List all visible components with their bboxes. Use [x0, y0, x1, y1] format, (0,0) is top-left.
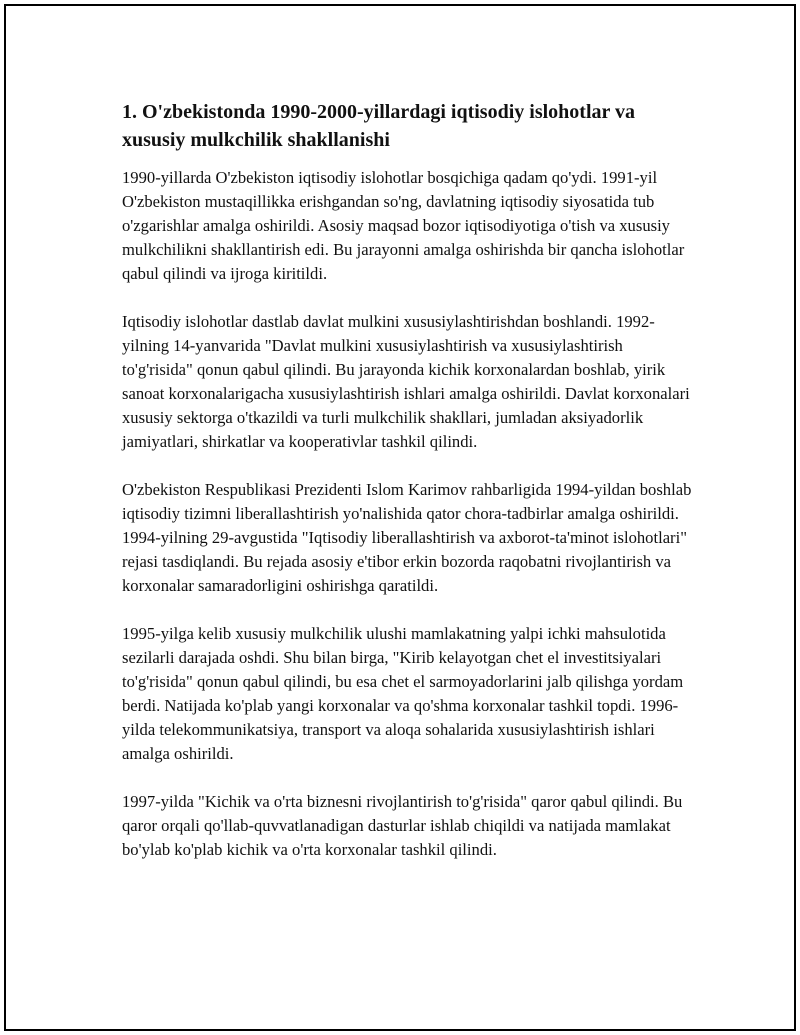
- page-frame: [4, 4, 796, 1031]
- document-body: [122, 98, 692, 886]
- document-title: 1. O'zbekistonda 1990-2000-yillardagi iqtisodiy islohotlar va xususiy mulkchilik shakllanishi: [122, 101, 636, 151]
- paragraph-1: 1990-yillarda O'zbekiston iqtisodiy islohotlar bosqichiga qadam qo'ydi. 1991-yil O'zbekiston mustaqillikka erishgandan so'ng, davlatning iqtisodiy siyosatida tub o'zgarishlar amalga oshirildi. Asosiy maqsad bozor iqtisodiyotiga o'tish va xususiy mulkchilikni shakllantirish edi. Bu jarayonni amalga oshirishda bir qancha islohotlar qabul qilindi va ijroga kiritildi.: [122, 168, 685, 283]
- paragraph-4: 1995-yilga kelib xususiy mulkchilik ulushi mamlakatning yalpi ichki mahsulotida sezilarli darajada oshdi. Shu bilan birga, "Kirib kelayotgan chet el investitsiyalari to'g'risida" qonun qabul qilindi, bu esa chet el sarmoyadorlarini jalb qilishga yordam berdi. Natijada ko'plab yangi korxonalar va qo'shma korxonalar tashkil topdi. 1996-yilda telekommunikatsiya, transport va aloqa sohalarida xususiylashtirish ishlari amalga oshirildi.: [122, 624, 684, 763]
- paragraph-3: O'zbekiston Respublikasi Prezidenti Islom Karimov rahbarligida 1994-yildan boshlab iqtisodiy tizimni liberallashtirish yo'nalishida qator chora-tadbirlar amalga oshirildi. 1994-yilning 29-avgustida "Iqtisodiy liberallashtirish va axborot-ta'minot islohotlari" rejasi tasdiqlandi. Bu rejada asosiy e'tibor erkin bozorda raqobatni rivojlantirish va korxonalar samaradorligini oshirishga qaratildi.: [122, 480, 692, 595]
- paragraph-2: Iqtisodiy islohotlar dastlab davlat mulkini xususiylashtirishdan boshlandi. 1992-yilning 14-yanvarida "Davlat mulkini xususiylashtirish va xususiylashtirish to'g'risida" qonun qabul qilindi. Bu jarayonda kichik korxonalardan boshlab, yirik sanoat korxonalarigacha xususiylashtirish ishlari amalga oshirildi. Davlat korxonalari xususiy sektorga o'tkazildi va turli mulkchilik shakllari, jumladan aksiyadorlik jamiyatlari, shirkatlar va kooperativlar tashkil qilindi.: [122, 312, 690, 451]
- paragraph-5: 1997-yilda "Kichik va o'rta biznesni rivojlantirish to'g'risida" qaror qabul qilindi. Bu qaror orqali qo'llab-quvvatlanadigan dasturlar ishlab chiqildi va natijada mamlakat bo'ylab ko'plab kichik va o'rta korxonalar tashkil qilindi.: [122, 792, 683, 859]
